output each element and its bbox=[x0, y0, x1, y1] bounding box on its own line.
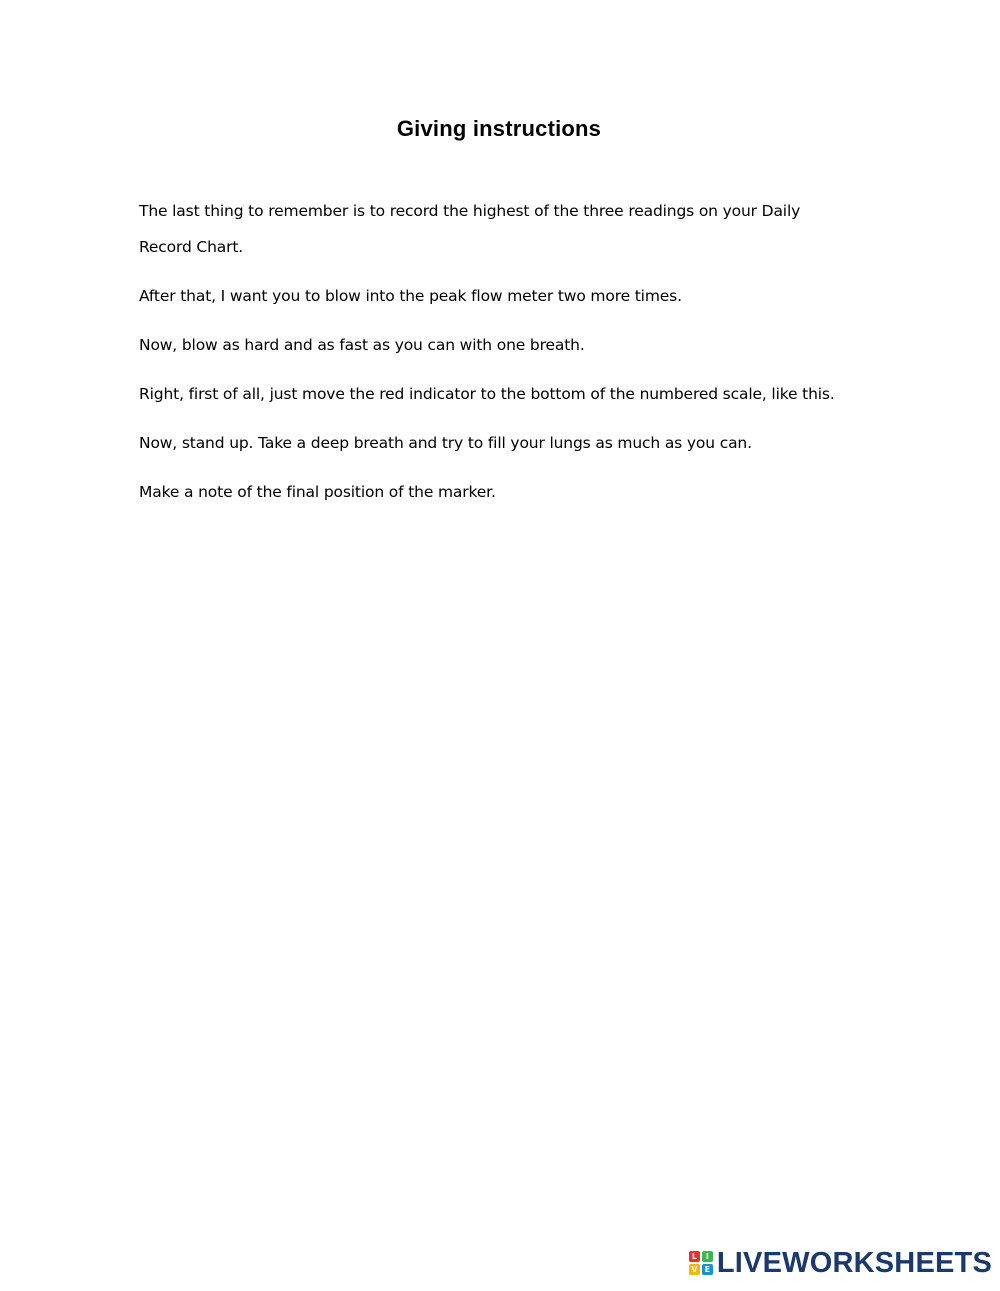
instruction-paragraph: Right, first of all, just move the red indicator to the bottom of the numbered scale, like this. bbox=[139, 385, 835, 403]
logo-block: V bbox=[689, 1264, 700, 1275]
instruction-paragraph: After that, I want you to blow into the peak flow meter two more times. bbox=[139, 287, 682, 305]
logo-block: L bbox=[689, 1251, 700, 1262]
liveworksheets-logo bbox=[689, 1249, 992, 1277]
instruction-paragraph: Make a note of the final position of the marker. bbox=[139, 483, 496, 501]
page-title: Giving instructions bbox=[396, 116, 602, 141]
instructions-list bbox=[139, 193, 839, 523]
logo-block: I bbox=[702, 1251, 713, 1262]
instruction-paragraph: Now, stand up. Take a deep breath and try to fill your lungs as much as you can. bbox=[139, 434, 752, 452]
instruction-paragraph: The last thing to remember is to record the highest of the three readings on your Daily Record Chart. bbox=[139, 202, 801, 256]
instruction-paragraph: Now, blow as hard and as fast as you can with one breath. bbox=[139, 336, 585, 354]
logo-blocks-icon bbox=[689, 1251, 713, 1275]
logo-block: E bbox=[702, 1264, 713, 1275]
brand-name: LIVEWORKSHEETS bbox=[716, 1247, 992, 1279]
